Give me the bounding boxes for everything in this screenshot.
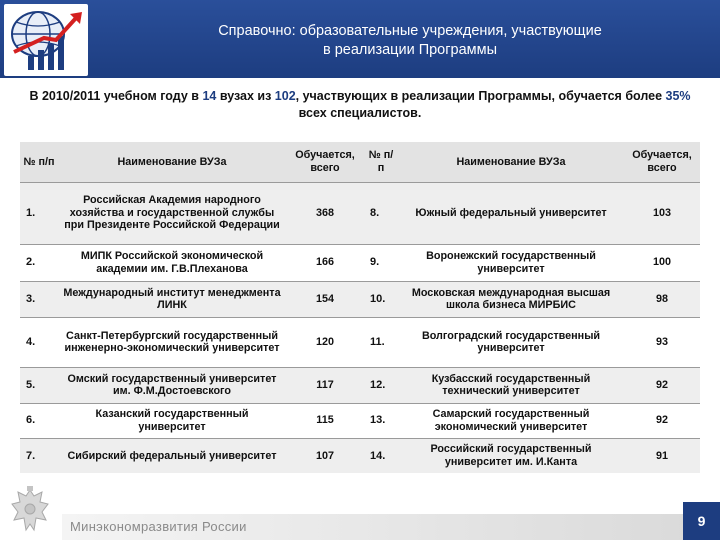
university-name-right: Волгоградский государственный университет (421, 329, 601, 354)
row-num-left: 1. (26, 206, 36, 219)
header-num-left: № п/п (23, 155, 55, 168)
row-num-right: 12. (370, 378, 386, 391)
row-num-left: 7. (26, 449, 36, 462)
university-name-right: Кузбасский государственный технический университет (431, 372, 591, 397)
header-num-right: № п/п (368, 149, 394, 174)
table-row (20, 403, 700, 438)
table-row (20, 438, 700, 473)
header-count-left: Обучается, всего (295, 149, 355, 174)
student-count-right: 93 (655, 335, 668, 348)
row-num-left: 4. (26, 335, 36, 348)
intro-text-1: В 2010/2011 учебном году в (29, 89, 203, 103)
university-name-right: Московская международная высшая школа бизнеса МИРБИС (411, 286, 611, 311)
student-count-right: 92 (655, 414, 668, 427)
row-num-right: 14. (370, 449, 386, 462)
row-num-left: 6. (26, 414, 36, 427)
title-line-2: в реализации Программы (322, 42, 498, 58)
row-num-right: 11. (370, 335, 385, 348)
table-row (20, 367, 700, 403)
header-banner (0, 0, 720, 78)
ministry-name: Минэкономразвития России (70, 519, 247, 534)
student-count-right: 100 (652, 256, 671, 269)
table-row (20, 317, 700, 367)
title-line-1: Справочно: образовательные учреждения, участвующие (218, 23, 602, 39)
intro-highlight-14: 14 (202, 89, 217, 103)
footer (0, 484, 720, 540)
intro-text-4: всех специалистов. (298, 106, 422, 120)
page-title (110, 22, 710, 60)
row-num-right: 8. (370, 206, 380, 219)
student-count-left: 117 (316, 378, 334, 391)
university-name-left: Международный институт менеджмента ЛИНК (63, 286, 281, 311)
university-name-right: Воронежский государственный университет (426, 250, 596, 275)
table-row (20, 244, 700, 281)
row-num-left: 3. (26, 292, 36, 305)
university-name-right: Российский государственный университет им. И.Канта (430, 443, 592, 468)
row-num-left: 5. (26, 378, 36, 391)
row-num-right: 13. (370, 414, 386, 427)
student-count-left: 154 (315, 292, 334, 305)
page-number-badge: 9 (683, 502, 720, 540)
header-name-left: Наименование ВУЗа (117, 155, 227, 168)
intro-highlight-35: 35% (665, 89, 691, 103)
student-count-right: 91 (655, 449, 668, 462)
header-count-right: Обучается, всего (632, 149, 692, 174)
university-name-left: Сибирский федеральный университет (67, 449, 277, 462)
student-count-right: 98 (655, 292, 668, 305)
table-header-row (20, 142, 700, 182)
header-name-right: Наименование ВУЗа (456, 155, 566, 168)
row-num-right: 9. (370, 256, 380, 269)
intro-text-3: , участвующих в реализации Программы, обучается более (295, 89, 666, 103)
table-row (20, 182, 700, 244)
university-name-left: Санкт-Петербургский государственный инженерно-экономический университет (64, 329, 280, 354)
student-count-right: 103 (652, 206, 671, 219)
row-num-right: 10. (370, 292, 386, 305)
student-count-left: 166 (315, 256, 334, 269)
intro-highlight-102: 102 (274, 89, 296, 103)
student-count-left: 368 (315, 206, 334, 219)
university-name-left: МИПК Российской экономической академии им. Г.В.Плеханова (80, 250, 264, 275)
university-name-right: Южный федеральный университет (415, 206, 607, 219)
university-name-left: Омский государственный университет им. Ф.М.Достоевского (67, 372, 277, 397)
universities-table (20, 142, 700, 473)
student-count-left: 115 (316, 414, 334, 427)
program-logo (4, 4, 88, 76)
intro-text-2: вузах из (216, 89, 275, 103)
row-num-left: 2. (26, 256, 36, 269)
student-count-right: 92 (655, 378, 668, 391)
globe-chart-icon (4, 4, 88, 76)
student-count-left: 107 (315, 449, 334, 462)
student-count-left: 120 (315, 335, 334, 348)
university-name-left: Казанский государственный университет (95, 408, 249, 433)
university-name-right: Самарский государственный экономический университет (432, 408, 590, 433)
coat-of-arms-icon (4, 484, 56, 538)
table-row (20, 281, 700, 317)
intro-statement (20, 88, 700, 122)
university-name-left: Российская Академия народного хозяйства и государственной службы при Президенте Российской Федерации (64, 194, 280, 232)
